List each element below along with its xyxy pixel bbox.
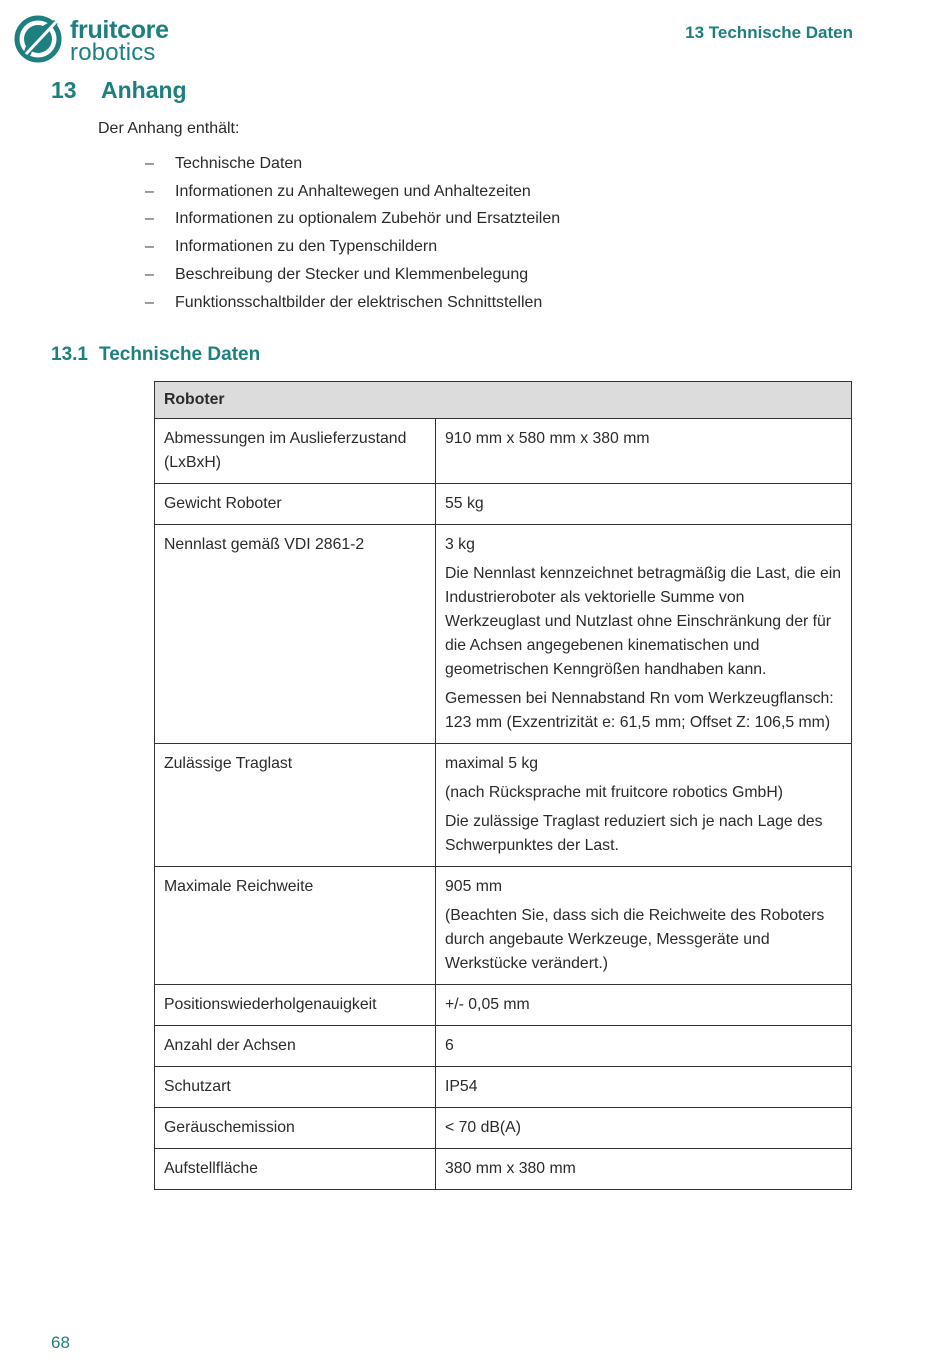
table-row <box>155 484 852 525</box>
table-header: Roboter <box>155 382 852 419</box>
row-key: Positionswiederholgenauigkeit <box>155 985 436 1026</box>
list-item: – Informationen zu Anhaltewegen und Anhaltezeiten <box>145 182 531 200</box>
row-value: IP54 <box>436 1067 852 1108</box>
table-row <box>155 1026 852 1067</box>
row-value: +/- 0,05 mm <box>436 985 852 1026</box>
brand-logo <box>14 14 214 66</box>
row-key: Aufstellfläche <box>155 1149 436 1190</box>
row-key: Nennlast gemäß VDI 2861-2 <box>155 525 436 744</box>
logo-mark-icon <box>14 14 64 64</box>
chapter-title: Anhang <box>101 77 187 103</box>
section-number: 13.1 <box>51 344 88 365</box>
table-row <box>155 867 852 985</box>
table-row <box>155 744 852 867</box>
running-header: 13 Technische Daten <box>685 23 853 42</box>
logo-text-fruitcore: fruitcore <box>70 16 169 44</box>
logo-text-robotics: robotics <box>70 39 156 66</box>
section-title: Technische Daten <box>99 344 261 365</box>
list-item: – Beschreibung der Stecker und Klemmenbelegung <box>145 266 529 284</box>
page-number: 68 <box>51 1333 70 1352</box>
table-row <box>155 1108 852 1149</box>
intro-text: Der Anhang enthält: <box>98 120 240 137</box>
table-row <box>155 419 852 484</box>
section-heading <box>51 344 260 366</box>
appendix-contents-list <box>145 150 560 317</box>
list-item: – Informationen zu den Typenschildern <box>145 238 438 256</box>
row-key: Schutzart <box>155 1067 436 1108</box>
row-value: < 70 dB(A) <box>436 1108 852 1149</box>
row-value: 905 mm (Beachten Sie, dass sich die Reichweite des Roboters durch angebaute Werkzeuge, Messgeräte und Werkstücke verändert.) <box>436 867 852 985</box>
table-row <box>155 1149 852 1190</box>
row-value: 380 mm x 380 mm <box>436 1149 852 1190</box>
list-item: – Funktionsschaltbilder der elektrischen Schnittstellen <box>145 293 543 311</box>
chapter-heading <box>51 77 187 104</box>
row-key: Gewicht Roboter <box>155 484 436 525</box>
chapter-number: 13 <box>51 77 77 103</box>
row-value: 55 kg <box>436 484 852 525</box>
list-item: – Informationen zu optionalem Zubehör und Ersatzteilen <box>145 210 561 228</box>
row-value: 6 <box>436 1026 852 1067</box>
technical-data-table <box>154 381 852 1190</box>
row-key: Zulässige Traglast <box>155 744 436 867</box>
row-key: Anzahl der Achsen <box>155 1026 436 1067</box>
row-key: Geräuschemission <box>155 1108 436 1149</box>
row-value: 910 mm x 580 mm x 380 mm <box>436 419 852 484</box>
list-item: – Technische Daten <box>145 154 303 172</box>
table-row <box>155 985 852 1026</box>
row-value: maximal 5 kg (nach Rücksprache mit fruitcore robotics GmbH) Die zulässige Traglast reduziert sich je nach Lage des Schwerpunktes der Last. <box>436 744 852 867</box>
table-row <box>155 1067 852 1108</box>
table-row <box>155 525 852 744</box>
row-value: 3 kg Die Nennlast kennzeichnet betragmäßig die Last, die ein Industrieroboter als vektorielle Summe von Werkzeuglast und Nutzlast ohne Einschränkung der für die Achsen angegebenen kinematischen und geometrischen Kenngrößen handhaben kann. Gemessen bei Nennabstand Rn vom Werkzeugflansch: 123 mm (Exzentrizität e: 61,5 mm; Offset Z: 106,5 mm) <box>436 525 852 744</box>
row-key: Abmessungen im Auslieferzustand (LxBxH) <box>155 419 436 484</box>
row-key: Maximale Reichweite <box>155 867 436 985</box>
